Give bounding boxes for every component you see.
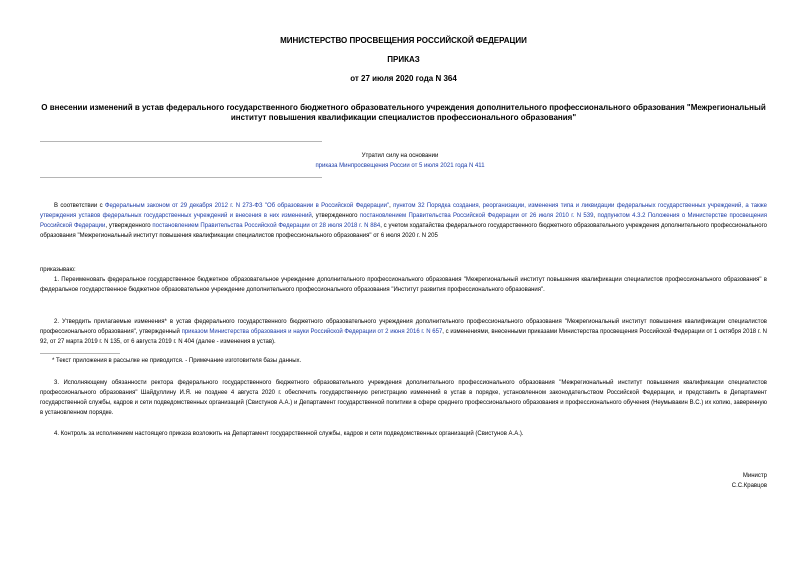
expired-notice	[300, 151, 500, 171]
preamble-text-3: , утвержденного	[311, 213, 360, 219]
footnote: * Текст приложения в рассылке не приводится. - Примечание изготовителя базы данных.	[52, 358, 302, 364]
expired-notice-link[interactable]: приказа Минпросвещения России от 5 июля 2021 года N 411	[315, 163, 485, 169]
signature-block	[732, 471, 767, 491]
expired-notice-text: Утратил силу на основании	[361, 153, 439, 159]
preamble-text-2: ,	[389, 203, 394, 209]
link-resolution-539[interactable]: постановлением Правительства Российской Федерации от 26 июля 2010 г. N 539	[359, 213, 594, 219]
preamble-text-1: В соответствии с	[54, 203, 105, 209]
footnote-divider	[40, 353, 120, 354]
preamble-text-5: , утвержденного	[105, 223, 153, 229]
signature-name: С.С.Кравцов	[731, 483, 767, 489]
preamble-text-6: , с учетом ходатайства федерального государственного бюджетного образовательного учреждения дополнительного профессионального образования "Межрегиональный институт повышения квалификации специалистов профессионального образования" от 6 июля 2020 г. N 205	[40, 223, 767, 239]
preamble-paragraph	[40, 201, 767, 241]
item2-text-1: 2. Утвердить прилагаемые изменения* в устав федерального государственного бюджетного образовательного учреждения дополнительного профессионального образования "Межрегиональный институт повышения квалификации специалистов профессионального образования", утвержденный	[40, 319, 767, 335]
order-item-2	[40, 317, 767, 347]
order-item-3: 3. Исполняющему обязанности ректора федерального государственного бюджетного образовательного учреждения дополнительного профессионального образования "Межрегиональный институт повышения квалификации специалистов профессионального образования" Шайдуллину И.Я. не позднее 4 августа 2020 г. обеспечить государственную регистрацию изменений в устав в порядке, установленном законодательством Российской Федерации, и представить в Департамент государственной службы, кадров и сети подведомственных организаций (Свистунов А.А.) и Департамент государственной политики в сфере среднего профессионального образования и профессионального обучения (Неумывакин В.С.) их копию, заверенную в установленном порядке.	[40, 380, 767, 416]
document-date-number: от 27 июля 2020 года N 364	[350, 74, 457, 83]
link-resolution-884[interactable]: постановлением Правительства Российской Федерации от 28 июля 2018 г. N 884	[152, 223, 381, 229]
top-divider	[40, 141, 322, 142]
link-federal-law[interactable]: Федеральным законом от 29 декабря 2012 г. N 273-ФЗ "Об образовании в Российской Федерации"	[104, 203, 390, 209]
link-procedure-item-32[interactable]: пунктом 32 Порядка создания, реорганизации, изменения типа и ликвидации федеральных государственных учреждений, а также утверждения уставов федеральных государственных учреждений и внесения в них изменений	[40, 203, 768, 219]
document-subject: О внесении изменений в устав федерального государственного бюджетного образовательного учреждения дополнительного профессионального образования "Межрегиональный институт повышения квалификации специалистов профессионального образования"	[41, 103, 766, 122]
document-type: ПРИКАЗ	[387, 55, 420, 64]
signature-title: Министр	[742, 473, 767, 479]
order-item-4: 4. Контроль за исполнением настоящего приказа возложить на Департамент государственной службы, кадров и сети подведомственных организаций (Свистунов А.А.).	[54, 431, 524, 437]
preamble-text-4: ,	[593, 213, 598, 219]
order-item-1: 1. Переименовать федеральное государственное бюджетное образовательное учреждение дополнительного профессионального образования "Межрегиональный институт повышения квалификации специалистов профессионального образования" в федеральное государственное бюджетное образовательное учреждение дополнительного профессионального образования "Институт развития профессионального образования".	[40, 277, 767, 293]
bottom-divider	[40, 177, 322, 178]
order-word: приказываю:	[40, 267, 76, 273]
link-regulation-4-3-2[interactable]: подпунктом 4.3.2 Положения о Министерстве просвещения Российской Федерации	[40, 213, 767, 229]
link-order-657[interactable]: приказом Министерства образования и науки Российской Федерации от 2 июня 2016 г. N 657	[181, 329, 443, 335]
ministry-title: МИНИСТЕРСТВО ПРОСВЕЩЕНИЯ РОССИЙСКОЙ ФЕДЕРАЦИИ	[280, 36, 527, 45]
item2-text-2: , с изменениями, внесенными приказами Министерства просвещения Российской Федерации от 1 октября 2018 г. N 92, от 27 марта 2019 г. N 135, от 6 августа 2019 г. N 404 (далее - изменения в устав).	[40, 329, 767, 345]
